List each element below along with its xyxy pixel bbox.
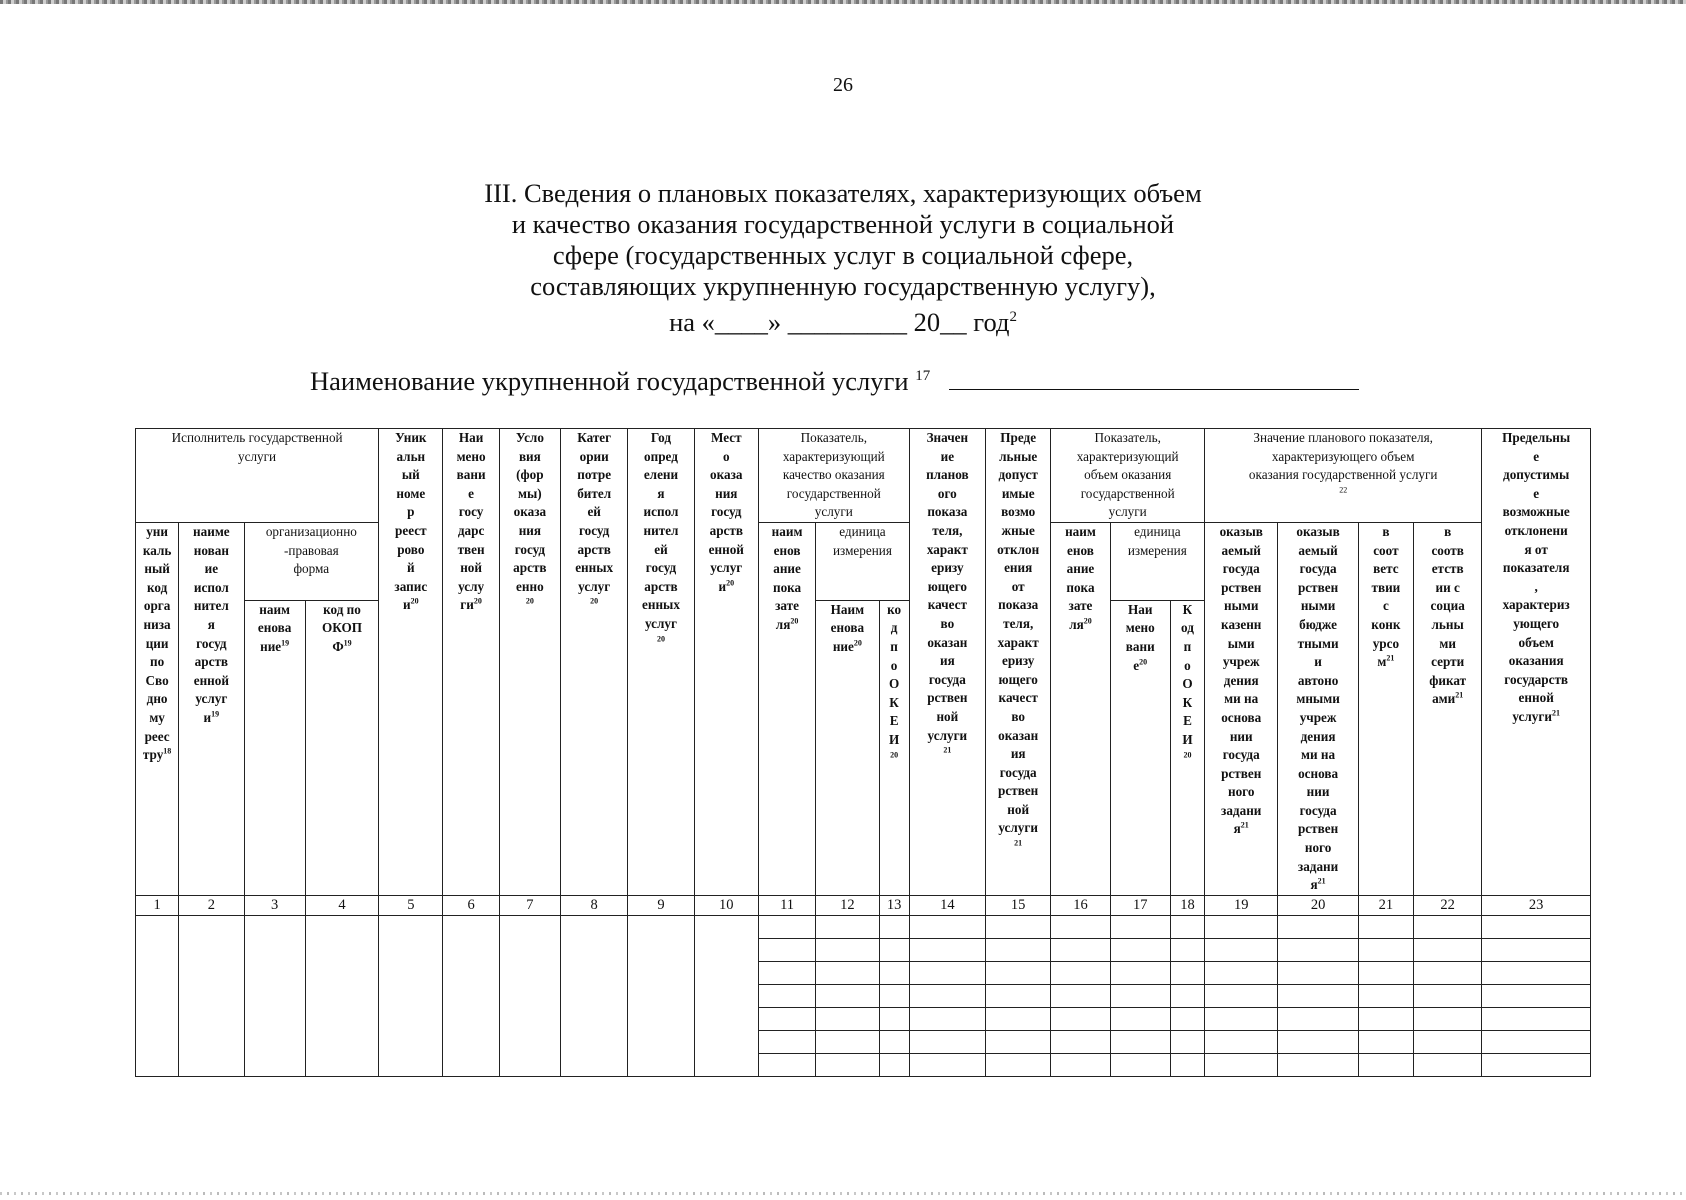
header-quality-group: Показатель, характеризующий качество оказания государственной услуги [758,429,909,523]
column-number: 5 [379,895,443,915]
table-cell[interactable] [1051,938,1110,961]
header-col-2: наиме нован ие испол нител я госуд арств енной услуг $и^{19}$ [179,522,244,895]
table-cell[interactable] [1051,915,1110,938]
header-col-13: ко д п о О К Е И $^{20}$ [879,600,909,895]
header-col-7: Усло вия (фор мы) оказа ния госуд арств енно $^{20}$ [499,429,560,896]
table-cell[interactable] [1205,984,1278,1007]
header-plan-group: Значение планового показателя, характеризующего объем оказания государственной услуги $^{22}$ [1205,429,1482,523]
table-cell[interactable] [909,1053,985,1076]
service-name-row [310,366,1359,397]
table-cell[interactable] [1205,1030,1278,1053]
table-cell[interactable] [879,938,909,961]
header-executor-group: Исполнитель государственной услуги [136,429,379,523]
table-cell[interactable] [1278,961,1358,984]
header-unit-group-a: единица измерения [816,522,909,600]
header-col-3: наим енова ние$^{19}$ [244,600,305,895]
table-cell[interactable] [758,1030,815,1053]
header-col-11: наим енов ание пока зате $ля^{20}$ [758,522,815,895]
header-col-10: Мест о оказа ния госуд арств енной услуг $и^{20}$ [694,429,758,896]
header-opf-group: организационно -правовая форма [244,522,379,600]
title-line-2: и качество оказания государственной услуги в социальной [511,209,1175,239]
table-cell[interactable] [909,1030,985,1053]
table-cell[interactable] [136,915,179,1076]
table-cell[interactable] [443,915,499,1076]
header-col-15: Преде льные допуст имые возмо жные отклон ения от показа теля, характ еризу ющего качест во оказан ия госуда рствен ной услуги $^{21}$ [986,429,1051,896]
table-cell[interactable] [986,938,1051,961]
column-number: 11 [758,895,815,915]
table-cell[interactable] [879,984,909,1007]
column-number: 1 [136,895,179,915]
table-cell[interactable] [1110,1007,1170,1030]
header-col-16: наим енов ание пока зате $ля^{20}$ [1051,522,1110,895]
table-cell[interactable] [628,915,694,1076]
table-cell[interactable] [758,1053,815,1076]
table-cell[interactable] [816,1007,879,1030]
table-cell[interactable] [758,915,815,938]
table-cell[interactable] [816,984,879,1007]
table-cell[interactable] [1358,1053,1413,1076]
table-cell[interactable] [986,1007,1051,1030]
header-col-14: Значен ие планов ого показа теля, характ еризу ющего качест во оказан ия госуда рствен ной услуги $^{21}$ [909,429,985,896]
header-col-1: уни каль ный код орга низа ции по Сво дно му реес тру$^{18}$ [136,522,179,895]
column-number: 23 [1482,895,1591,915]
table-cell[interactable] [1414,1053,1482,1076]
table-cell[interactable] [986,915,1051,938]
table-cell[interactable] [986,1030,1051,1053]
table-cell[interactable] [1110,984,1170,1007]
table-cell[interactable] [179,915,244,1076]
column-number: 14 [909,895,985,915]
table-cell[interactable] [1278,915,1358,938]
page-number: 26 [833,74,853,96]
column-number: 15 [986,895,1051,915]
table-cell[interactable] [986,984,1051,1007]
service-name-blank-line [949,367,1359,390]
table-cell[interactable] [1358,961,1413,984]
table-cell[interactable] [1414,1030,1482,1053]
table-cell[interactable] [1110,1053,1170,1076]
table-cell[interactable] [816,961,879,984]
table-cell[interactable] [1205,1053,1278,1076]
table-cell[interactable] [1170,1053,1204,1076]
table-cell[interactable] [1278,938,1358,961]
title-line-3: сфере (государственных услуг в социальной сфере, [552,240,1134,270]
column-number: 10 [694,895,758,915]
table-cell[interactable] [1278,984,1358,1007]
table-cell[interactable] [305,915,378,1076]
table-cell[interactable] [1358,1030,1413,1053]
table-cell[interactable] [1110,938,1170,961]
column-number: 2 [179,895,244,915]
table-cell[interactable] [879,1030,909,1053]
title-line-5 [300,302,1386,338]
header-col-12: Наим енова ние$^{20}$ [816,600,879,895]
table-cell[interactable] [499,915,560,1076]
table-cell[interactable] [1358,1007,1413,1030]
table-cell[interactable] [816,1053,879,1076]
table-cell[interactable] [909,938,985,961]
table-cell[interactable] [816,1030,879,1053]
table-cell[interactable] [1414,938,1482,961]
table-cell[interactable] [1278,1030,1358,1053]
footnote-ref: 2 [1009,309,1017,325]
column-number: 21 [1358,895,1413,915]
column-number: 16 [1051,895,1110,915]
table-cell[interactable] [1482,915,1591,938]
header-col-18: К од п о О К Е И $^{20}$ [1170,600,1204,895]
table-cell[interactable] [1205,938,1278,961]
header-col-8: Катег ории потре бител ей госуд арств енных услуг $^{20}$ [561,429,628,896]
table-cell[interactable] [986,961,1051,984]
table-cell[interactable] [1358,938,1413,961]
table-cell[interactable] [1170,915,1204,938]
table-cell[interactable] [1482,961,1591,984]
column-number: 22 [1414,895,1482,915]
table-cell[interactable] [1205,961,1278,984]
column-number: 17 [1110,895,1170,915]
section-title [300,178,1386,338]
table-cell[interactable] [1110,961,1170,984]
table-cell[interactable] [1170,938,1204,961]
header-unit-group-b: единица измерения [1110,522,1204,600]
table-cell[interactable] [1278,1053,1358,1076]
scan-edge-bottom [0,1192,1686,1195]
table-cell[interactable] [909,984,985,1007]
table-cell[interactable] [1482,1007,1591,1030]
table-cell[interactable] [379,915,443,1076]
table-cell[interactable] [1278,1007,1358,1030]
table-cell[interactable] [1358,915,1413,938]
header-col-22: в соотв етств ии с социа льны ми серти фикат ами$^{21}$ [1414,522,1482,895]
table-cell[interactable] [1110,915,1170,938]
table-cell[interactable] [879,1053,909,1076]
table-cell[interactable] [1170,1030,1204,1053]
header-col-23: Предельны е допустимы е возможные отклонени я от показателя , характериз ующего объем оказания государств енной услуги$^{21}$ [1482,429,1591,896]
service-name-label: Наименование укрупненной государственной услуги [310,366,909,396]
table-cell[interactable] [1358,984,1413,1007]
table-cell[interactable] [1170,961,1204,984]
footnote-ref: 17 [915,368,931,385]
table-cell[interactable] [909,915,985,938]
column-number: 20 [1278,895,1358,915]
title-date-line: на «____» _________ 20__ год [669,306,1010,337]
header-volume-group: Показатель, характеризующий объем оказания государственной услуги [1051,429,1205,523]
column-number: 4 [305,895,378,915]
table-body [136,915,1591,1076]
column-number: 12 [816,895,879,915]
column-number: 9 [628,895,694,915]
table-cell[interactable] [1414,915,1482,938]
table-cell[interactable] [1482,1053,1591,1076]
column-number: 7 [499,895,560,915]
table-cell[interactable] [694,915,758,1076]
table-cell[interactable] [758,984,815,1007]
table-cell[interactable] [758,938,815,961]
table-cell[interactable] [1205,915,1278,938]
plan-indicators-table-wrapper [135,428,1591,1079]
title-line-1: III. Сведения о плановых показателях, характеризующих объем [484,178,1202,208]
header-col-19: оказыв аемый госуда рствен ными казенн ыми учреж дения ми на основа нии госуда рствен ного задани $я^{21}$ [1205,522,1278,895]
header-col-9: Год опред елени я испол нител ей госуд арств енных услуг $^{20}$ [628,429,694,896]
table-cell[interactable] [758,1007,815,1030]
table-cell[interactable] [986,1053,1051,1076]
column-number: 18 [1170,895,1204,915]
table-cell[interactable] [1170,984,1204,1007]
table-cell[interactable] [1482,984,1591,1007]
table-cell[interactable] [909,961,985,984]
scan-edge-top [0,0,1686,4]
header-col-17: Наи мено вани $е^{20}$ [1110,600,1170,895]
table-cell[interactable] [244,915,305,1076]
table-cell[interactable] [879,1007,909,1030]
table-cell[interactable] [1414,1007,1482,1030]
table-cell[interactable] [1051,1053,1110,1076]
table-cell[interactable] [879,915,909,938]
table-cell[interactable] [879,961,909,984]
header-col-20: оказыв аемый госуда рствен ными бюдже тными и автоно мными учреж дения ми на основа нии госуда рствен ного задани $я^{21}$ [1278,522,1358,895]
table-cell[interactable] [1170,1007,1204,1030]
column-number: 6 [443,895,499,915]
table-row [136,915,1591,938]
table-cell[interactable] [1482,1030,1591,1053]
column-number-row [136,895,1591,915]
header-col-21: в соот ветс твии с конк урсо $м^{21}$ [1358,522,1413,895]
table-cell[interactable] [909,1007,985,1030]
header-col-4: код по ОКОП $Ф^{19}$ [305,600,378,895]
column-number: 8 [561,895,628,915]
table-cell[interactable] [1205,1007,1278,1030]
table-cell[interactable] [1110,1030,1170,1053]
column-number: 3 [244,895,305,915]
table-cell[interactable] [1051,1030,1110,1053]
table-cell[interactable] [1414,984,1482,1007]
header-col-6: Наи мено вани е госу дарс твен ной услу $ги^{20}$ [443,429,499,896]
column-number: 13 [879,895,909,915]
title-line-4: составляющих укрупненную государственную услугу), [530,271,1156,301]
table-cell[interactable] [758,961,815,984]
table-cell[interactable] [1482,938,1591,961]
column-number: 19 [1205,895,1278,915]
table-cell[interactable] [1051,984,1110,1007]
table-cell[interactable] [1051,1007,1110,1030]
table-cell[interactable] [816,938,879,961]
table-cell[interactable] [561,915,628,1076]
table-cell[interactable] [816,915,879,938]
header-col-5: Уник альн ый номе р реест рово й запис $и^{20}$ [379,429,443,896]
table-cell[interactable] [1414,961,1482,984]
plan-indicators-table [135,428,1591,1077]
table-cell[interactable] [1051,961,1110,984]
